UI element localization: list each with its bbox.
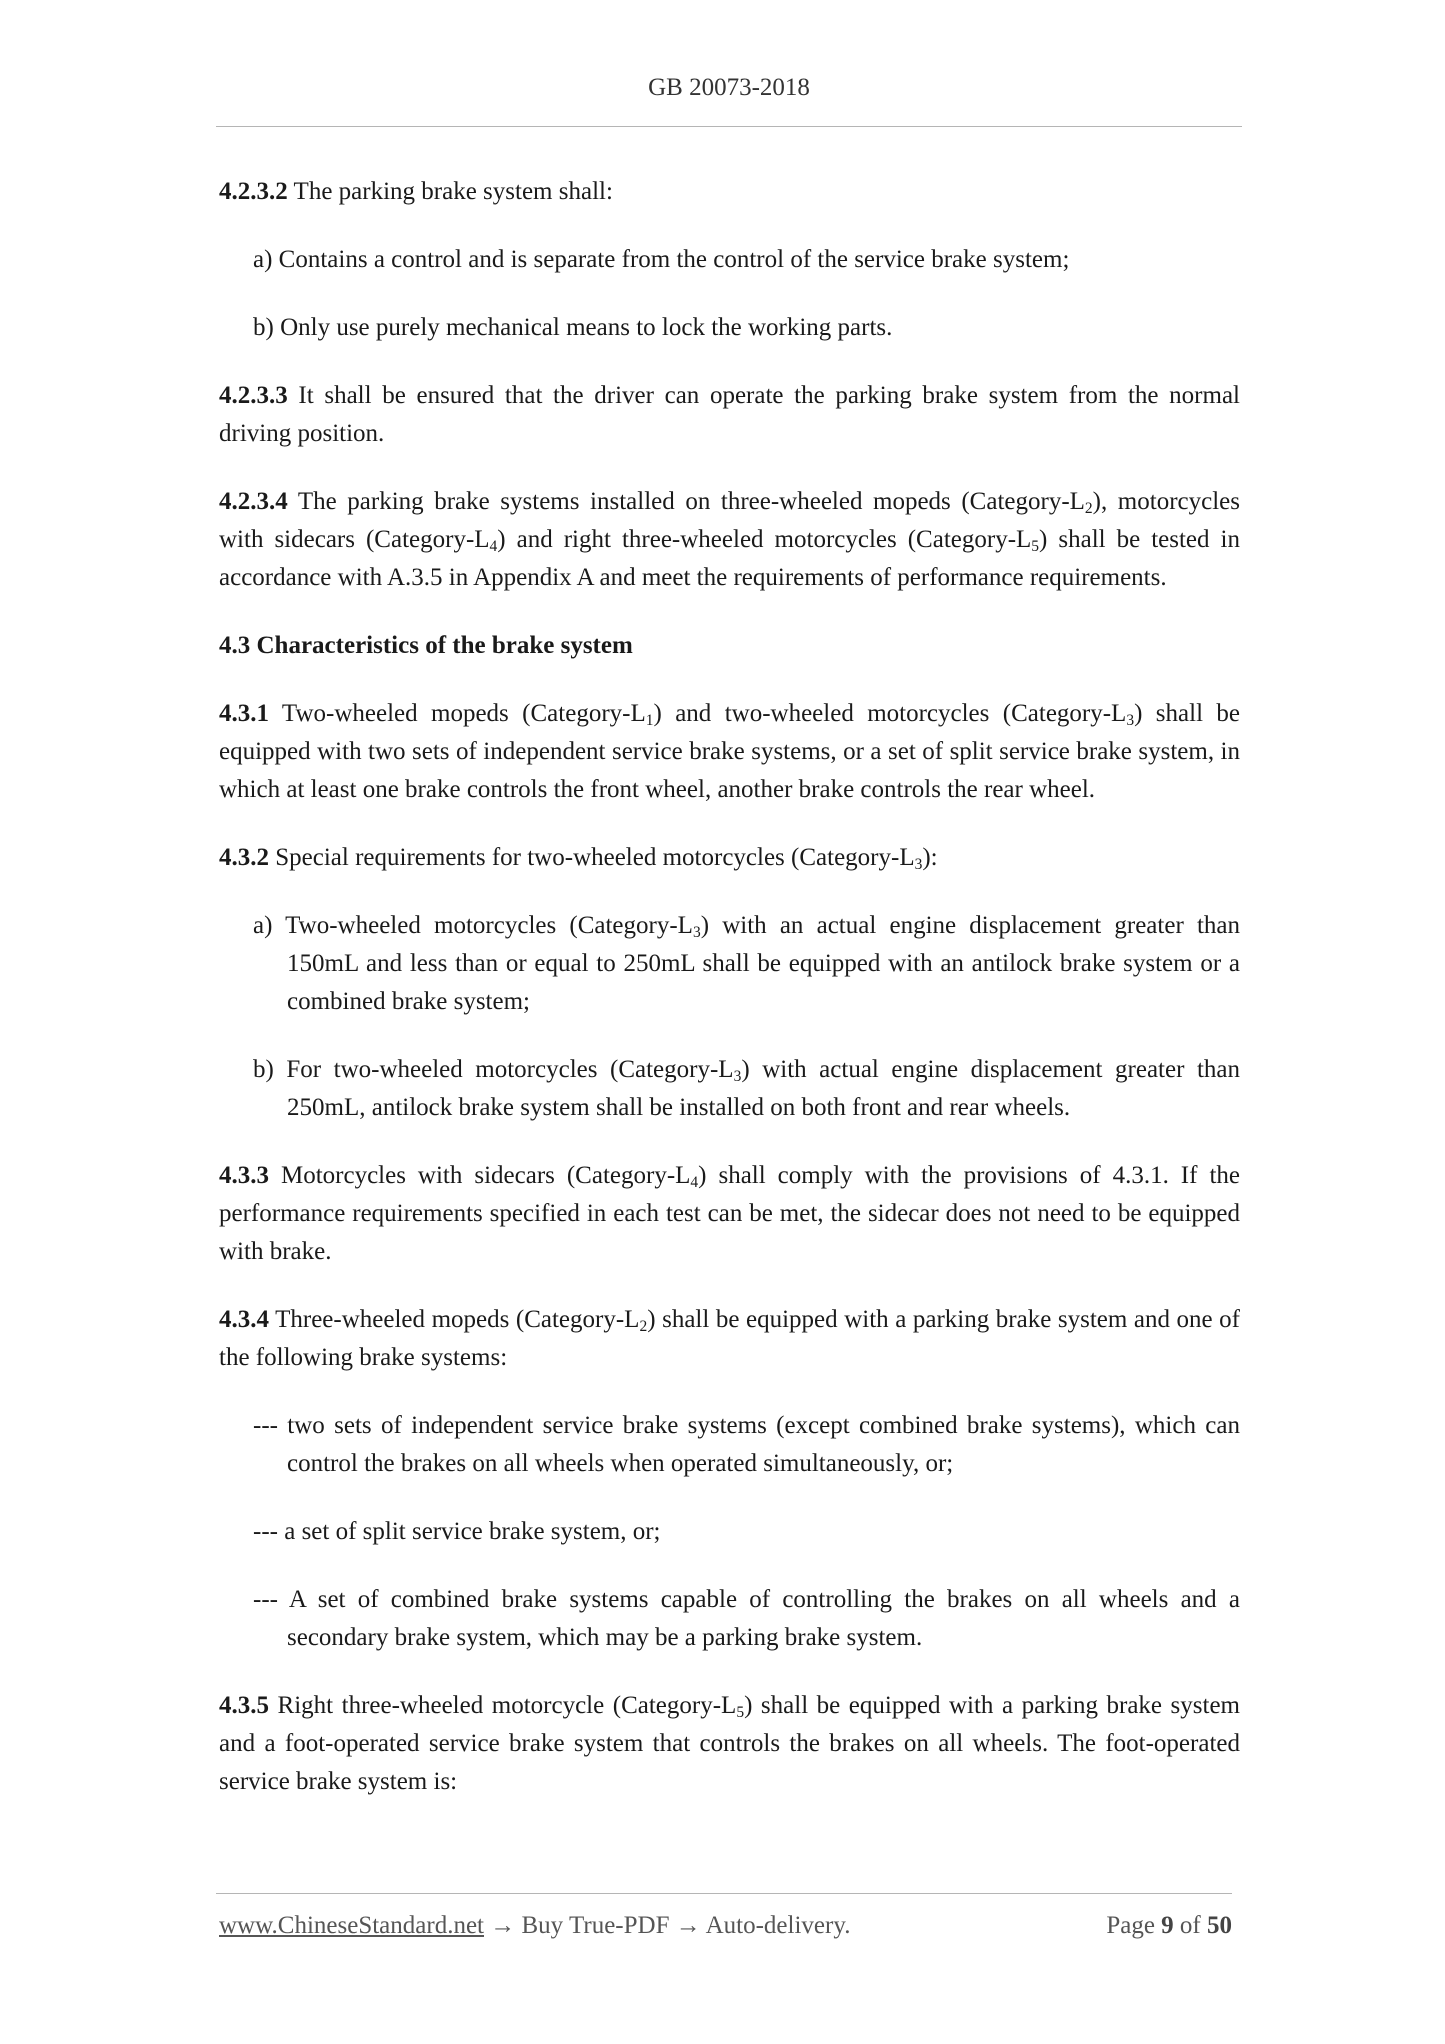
- clause-text: ) and right three-wheeled motorcycles (Category-L: [497, 526, 1032, 553]
- footer-divider: [216, 1893, 1232, 1894]
- clause-4-3-3: [219, 1157, 1240, 1271]
- clause-text: Special requirements for two-wheeled motorcycles (Category-L: [269, 844, 915, 871]
- clause-4-2-3-2: [219, 173, 1240, 211]
- subscript: 2: [1084, 499, 1093, 517]
- clause-number: 4.3.4: [219, 1306, 269, 1333]
- clause-text: ):: [922, 844, 938, 871]
- clause-4-3-2: [219, 839, 1240, 877]
- clause-text: ) shall comply with the provisions of 4.3.1. If the performance requirements specified in each test can be met, the sidecar does not need to be equipped with brake.: [219, 1162, 1240, 1265]
- page-header: [216, 74, 1242, 102]
- clause-number: 4.3.2: [219, 844, 269, 871]
- standard-code: GB 20073-2018: [648, 74, 810, 101]
- clause-4-3-1: [219, 695, 1240, 809]
- clause-text: The parking brake systems installed on three-wheeled mopeds (Category-L: [287, 488, 1085, 515]
- clause-4-3-2-b: [219, 1051, 1240, 1127]
- clause-number: 4.3.3: [219, 1162, 269, 1189]
- subscript: 1: [645, 711, 654, 729]
- clause-4-2-3-2-b: b) Only use purely mechanical means to lock the working parts.: [253, 314, 893, 341]
- clause-number: 4.2.3.4: [219, 488, 288, 515]
- subscript: 3: [733, 1067, 742, 1085]
- clause-text: ) shall be tested in accordance with A.3.5 in Appendix A and meet the requirements of performance requirements.: [219, 526, 1240, 591]
- total-pages: 50: [1207, 1912, 1232, 1939]
- clause-text: ) with actual engine displacement greater than 250mL, antilock brake system shall be installed on both front and rear wheels.: [287, 1056, 1240, 1121]
- subscript: 4: [489, 537, 498, 555]
- clause-number: 4.2.3.2: [219, 178, 288, 205]
- website-link[interactable]: www.ChineseStandard.net: [219, 1912, 484, 1939]
- subscript: 5: [736, 1703, 745, 1721]
- of-label: of: [1173, 1912, 1207, 1939]
- clause-4-2-3-3: [219, 377, 1240, 453]
- clause-text: Three-wheeled mopeds (Category-L: [269, 1306, 640, 1333]
- clause-number: 4.3.5: [219, 1692, 269, 1719]
- arrow-icon: →: [669, 1912, 706, 1939]
- footer-promo: [219, 1912, 850, 1940]
- subscript: 3: [692, 923, 701, 941]
- clause-text: The parking brake system shall:: [287, 178, 613, 205]
- clause-text: ) with an actual engine displacement greater than 150mL and less than or equal to 250mL shall be equipped with an antilock brake system or a combined brake system;: [287, 912, 1240, 1015]
- subscript: 3: [914, 855, 923, 873]
- subscript: 2: [639, 1317, 648, 1335]
- document-body: [219, 173, 1240, 1831]
- section-heading-4-3: 4.3 Characteristics of the brake system: [219, 632, 633, 659]
- clause-text: It shall be ensured that the driver can operate the parking brake system from the normal driving position.: [219, 382, 1240, 447]
- subscript: 4: [690, 1173, 699, 1191]
- clause-text: Motorcycles with sidecars (Category-L: [269, 1162, 691, 1189]
- clause-text: ) shall be equipped with two sets of independent service brake systems, or a set of split service brake system, in which at least one brake controls the front wheel, another brake controls the rear wheel.: [219, 700, 1241, 803]
- page-label: Page: [1106, 1912, 1162, 1939]
- header-divider: [216, 126, 1242, 127]
- page-number: [1106, 1912, 1232, 1940]
- clause-text: Two-wheeled mopeds (Category-L: [269, 700, 646, 727]
- clause-text: ), motorcycles with sidecars (Category-L: [219, 488, 1240, 553]
- buy-text: Buy True-PDF: [521, 1912, 670, 1939]
- clause-text: a) Two-wheeled motorcycles (Category-L: [253, 912, 693, 939]
- clause-4-3-4: [219, 1301, 1240, 1377]
- subscript: 5: [1031, 537, 1040, 555]
- clause-4-3-4-item-1: --- two sets of independent service brake systems (except combined brake systems), which can control the brakes on all wheels when operated simultaneously, or;: [253, 1412, 1240, 1477]
- clause-number: 4.2.3.3: [219, 382, 288, 409]
- arrow-icon: →: [484, 1912, 522, 1939]
- current-page: 9: [1161, 1912, 1174, 1939]
- clause-text: ) and two-wheeled motorcycles (Category-L: [653, 700, 1127, 727]
- clause-4-3-5: [219, 1687, 1240, 1801]
- clause-text: ) shall be equipped with a parking brake system and one of the following brake systems:: [219, 1306, 1240, 1371]
- clause-text: b) For two-wheeled motorcycles (Category-L: [253, 1056, 734, 1083]
- clause-4-3-2-a: [219, 907, 1240, 1021]
- clause-4-3-4-item-3: --- A set of combined brake systems capable of controlling the brakes on all wheels and a secondary brake system, which may be a parking brake system.: [253, 1586, 1240, 1651]
- clause-text: Right three-wheeled motorcycle (Category-L: [269, 1692, 737, 1719]
- delivery-text: Auto-delivery.: [705, 1912, 851, 1939]
- clause-4-3-4-item-2: --- a set of split service brake system, or;: [253, 1518, 661, 1545]
- clause-number: 4.3.1: [219, 700, 269, 727]
- clause-text: ) shall be equipped with a parking brake system and a foot-operated service brake system that controls the brakes on all wheels. The foot-operated service brake system is:: [219, 1692, 1241, 1795]
- clause-4-2-3-4: [219, 483, 1240, 597]
- clause-4-2-3-2-a: a) Contains a control and is separate from the control of the service brake system;: [253, 246, 1070, 273]
- subscript: 3: [1126, 711, 1135, 729]
